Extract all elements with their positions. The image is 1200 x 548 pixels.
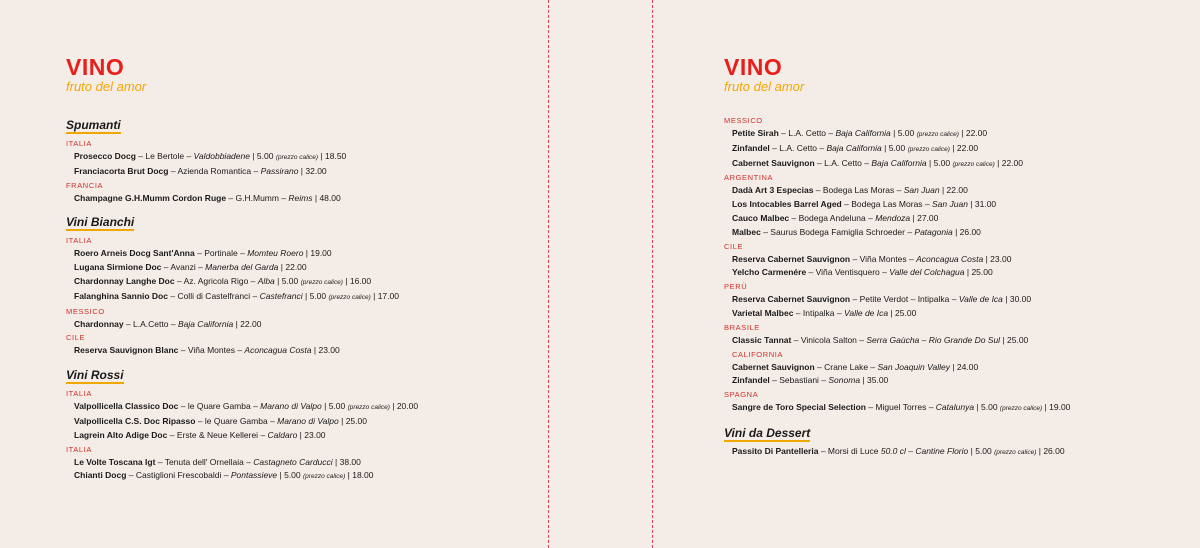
country-label: FRANCIA [66, 180, 104, 190]
menu-section [66, 116, 536, 205]
wine-item: Malbec – Saurus Bodega Famiglia Schroeder – Patagonia | 26.00 [732, 226, 981, 237]
wine-name: Lugana Sirmione Doc [74, 262, 162, 273]
wine-producer: Intipalka [802, 307, 835, 318]
glass-price: 5.00 [281, 275, 299, 286]
wine-origin: Valdobbiadene [193, 151, 250, 161]
wine-item: Zinfandel – L.A. Cetto – Baja California | 5.00 (prezzo calice) | 22.00 [732, 142, 979, 153]
bottle-price: 22.00 [965, 128, 988, 138]
wine-producer: Crane Lake [824, 361, 869, 372]
wine-origin: San Juan [903, 185, 940, 196]
wine-origin: Caldaro [267, 429, 298, 440]
wine-item: Chardonnay – L.A.Cetto – Baja California | 22.00 [74, 318, 262, 329]
country-label: ITALIA [66, 444, 92, 454]
wine-item: Reserva Sauvignon Blanc – Viña Montes – Aconcagua Costa | 23.00 [74, 345, 340, 356]
glass-price-note: (prezzo calice) [952, 160, 995, 168]
right-page [724, 0, 1194, 548]
wine-origin: Valle del Colchagua [889, 267, 965, 278]
wine-origin: Castefranci [259, 290, 303, 301]
wine-producer: Tenuta dell' Ornellaia [164, 456, 244, 467]
wine-origin: Marano di Valpo [260, 401, 322, 412]
wine-origin: Mendoza [875, 212, 911, 223]
country-label: CALIFORNIA [732, 349, 784, 359]
wine-item: Champagne G.H.Mumm Cordon Ruge – G.H.Mumm – Reims | 48.00 [74, 192, 341, 203]
wine-name: Zinfandel [732, 142, 770, 153]
glass-price: 5.00 [975, 445, 992, 456]
wine-name: Falanghina Sannio Doc [74, 290, 168, 301]
wine-item: Passito Di Pantelleria – Morsi di Luce 50.0 cl – Cantine Florio | 5.00 (prezzo calice) | 26.00 [732, 445, 1065, 456]
wine-name: Zinfandel [732, 375, 770, 386]
country-label: SPAGNA [724, 390, 759, 400]
wine-origin: Momteu Roero [247, 248, 304, 259]
wine-origin: Passirano [260, 165, 299, 176]
country-label: ITALIA [66, 389, 92, 399]
bottle-price: 26.00 [959, 226, 981, 237]
bottle-price: 23.00 [318, 345, 340, 356]
wine-item: Lagrein Alto Adige Doc – Erste & Neue Kellerei – Caldaro | 23.00 [74, 429, 326, 440]
wine-producer: Castiglioni Frescobaldi [135, 470, 222, 481]
wine-producer: Vinicola Salton [800, 334, 857, 345]
wine-origin: Patagonia [914, 226, 953, 237]
wine-name: Yelcho Carmenére [732, 267, 807, 278]
glass-price-note: (prezzo calice) [994, 448, 1037, 456]
wine-item: Franciacorta Brut Docg – Azienda Romantica – Passirano | 32.00 [74, 165, 327, 176]
wine-producer: Bodega Las Moras [851, 199, 923, 210]
bottle-price: 48.00 [319, 192, 341, 203]
wine-producer: Bodega Las Moras [822, 185, 895, 196]
wine-producer: Avanzi [170, 262, 196, 273]
glass-price-note: (prezzo calice) [303, 473, 346, 481]
bottle-price: 19.00 [310, 248, 332, 259]
bottle-price: 38.00 [339, 456, 361, 467]
wine-name: Chianti Docg [74, 470, 127, 481]
wine-item: Reserva Cabernet Sauvignon – Petite Verdot – Intipalka – Valle de Ica | 30.00 [732, 294, 1032, 305]
wine-origin: Valle de Ica [958, 294, 1003, 305]
wine-item: Dadà Art 3 Especias – Bodega Las Moras – San Juan | 22.00 [732, 185, 968, 196]
wine-producer: Le Bertole [145, 151, 185, 161]
bottle-price: 25.00 [971, 267, 993, 278]
wine-producer: L.A.Cetto [133, 318, 169, 329]
bottle-price: 25.00 [895, 307, 917, 318]
page-title: VINO [724, 54, 783, 80]
bottle-price: 25.00 [1007, 334, 1029, 345]
wine-producer: Morsi di Luce [827, 445, 879, 456]
wine-item: Yelcho Carmenére – Viña Ventisquero – Valle del Colchagua | 25.00 [732, 267, 993, 278]
wine-name: Reserva Cabernet Sauvignon [732, 294, 851, 305]
page-subtitle: fruto del amor [66, 79, 147, 94]
wine-origin: Catalunya [935, 402, 975, 413]
wine-producer: L.A. Cetto [824, 157, 862, 168]
wine-producer: Saurus Bodega Famiglia Schroeder [770, 226, 905, 237]
wine-name: Prosecco Docg [74, 151, 136, 161]
wine-origin: Baja California [177, 318, 234, 329]
wine-origin: Manerba del Garda [205, 262, 279, 273]
wine-name: Franciacorta Brut Docg [74, 165, 169, 176]
wine-name: Reserva Sauvignon Blanc [74, 345, 179, 356]
wine-name: Dadà Art 3 Especias [732, 185, 814, 196]
wine-name: Varietal Malbec [732, 307, 794, 318]
wine-producer: L.A. Cetto [788, 128, 827, 138]
wine-producer: Viña Montes [859, 253, 907, 264]
wine-item: Cabernet Sauvignon – L.A. Cetto – Baja California | 5.00 (prezzo calice) | 22.00 [732, 157, 1023, 168]
bottle-price: 22.00 [240, 318, 262, 329]
wine-origin: Valle de Ica [844, 307, 889, 318]
section-title: Spumanti [66, 118, 121, 132]
bottle-price: 26.00 [1043, 445, 1065, 456]
wine-item: Reserva Cabernet Sauvignon – Viña Montes – Aconcagua Costa | 23.00 [732, 253, 1012, 264]
wine-item: Cauco Malbec – Bodega Andeluna – Mendoza | 27.00 [732, 212, 939, 223]
glass-price-note: (prezzo calice) [275, 154, 319, 161]
wine-item: Chardonnay Langhe Doc – Az. Agricola Rigo – Alba | 5.00 (prezzo calice) | 16.00 [74, 275, 372, 286]
bottle-price: 31.00 [974, 199, 997, 210]
page-title: VINO [66, 54, 125, 80]
section-title: Vini Rossi [66, 368, 124, 383]
wine-producer: G.H.Mumm [235, 192, 279, 203]
wine-name: Valpollicella C.S. Doc Ripasso [74, 415, 196, 426]
wine-name: Le Volte Toscana Igt [74, 456, 156, 467]
bottle-price: 18.00 [352, 470, 374, 481]
wine-name: Valpollicella Classico Doc [74, 401, 179, 412]
bottle-price: 23.00 [304, 429, 326, 440]
wine-producer: Miguel Torres [875, 402, 927, 413]
wine-name: Sangre de Toro Special Selection [732, 402, 866, 413]
bottle-price: 23.00 [990, 253, 1012, 264]
glass-price-note: (prezzo calice) [300, 278, 343, 286]
country-label: MESSICO [66, 306, 105, 316]
left-page [66, 0, 536, 548]
wine-producer: le Quare Gamba [204, 415, 268, 426]
bottle-price: 19.00 [1049, 402, 1071, 413]
wine-producer: Portinale [204, 248, 238, 259]
wine-origin: Marano di Valpo [277, 415, 339, 426]
glass-price-note: (prezzo calice) [907, 145, 950, 153]
wine-origin: Serra Gaùcha [866, 334, 920, 345]
wine-origin: Aconcagua Costa [916, 253, 984, 264]
wine-item: Falanghina Sannio Doc – Colli di Castelfranci – Castefranci | 5.00 (prezzo calice) | 17.00 [74, 290, 399, 301]
bottle-price: 30.00 [1009, 294, 1032, 305]
wine-producer: Colli di Castelfranci [177, 290, 251, 301]
wine-origin: San Juan [932, 199, 968, 210]
glass-price-note: (prezzo calice) [328, 293, 371, 301]
menu-section [66, 213, 536, 358]
menu-section [724, 424, 1194, 460]
fold-line-left [548, 0, 549, 548]
glass-price: 5.00 [981, 402, 998, 413]
wine-origin: Baja California [835, 128, 891, 138]
wine-producer: Bodega Andeluna [798, 212, 866, 223]
wine-name: Los Intocables Barrel Aged [732, 199, 842, 210]
wine-item: Le Volte Toscana Igt – Tenuta dell' Ornellaia – Castagneto Carducci | 38.00 [74, 456, 361, 467]
glass-price: 5.00 [284, 470, 301, 481]
wine-origin: Pontassieve [230, 470, 278, 481]
wine-origin-2: Rio Grande Do Sul [928, 334, 1001, 345]
wine-name: Cabernet Sauvignon [732, 157, 815, 168]
bottle-price: 25.00 [345, 415, 367, 426]
country-label: ITALIA [66, 139, 92, 148]
wine-name: Classic Tannat [732, 334, 792, 345]
glass-price: 5.00 [933, 157, 951, 168]
wine-item: Petite Sirah – L.A. Cetto – Baja California | 5.00 (prezzo calice) | 22.00 [732, 128, 988, 138]
bottle-price: 22.00 [946, 185, 968, 196]
wine-producer: le Quare Gamba [187, 401, 251, 412]
wine-producer: Sebastiani [779, 375, 819, 386]
bottle-price: 35.00 [867, 375, 889, 386]
wine-item: Zinfandel – Sebastiani – Sonoma | 35.00 [732, 375, 889, 386]
country-label: CILE [66, 333, 86, 343]
glass-price-note: (prezzo calice) [347, 404, 390, 412]
section-title: Vini da Dessert [724, 425, 811, 440]
wine-name: Chardonnay Langhe Doc [74, 275, 175, 286]
fold-line-right [652, 0, 653, 548]
bottle-price: 27.00 [917, 212, 939, 223]
glass-price-note: (prezzo calice) [916, 131, 959, 138]
bottle-price: 17.00 [377, 290, 399, 301]
menu-section [724, 116, 1194, 416]
country-label: ARGENTINA [724, 173, 774, 183]
bottle-price: 22.00 [956, 142, 979, 153]
wine-name: Chardonnay [74, 318, 124, 329]
wine-producer: Az. Agricola Rigo [183, 275, 249, 286]
wine-item: Varietal Malbec – Intipalka – Valle de Ica | 25.00 [732, 307, 917, 318]
wine-name: Petite Sirah [732, 128, 779, 138]
wine-item: Chianti Docg – Castiglioni Frescobaldi – Pontassieve | 5.00 (prezzo calice) | 18.00 [74, 470, 374, 481]
wine-name: Reserva Cabernet Sauvignon [732, 253, 851, 264]
wine-item: Roero Arneis Docg Sant'Anna – Portinale – Momteu Roero | 19.00 [74, 248, 332, 259]
glass-price: 5.00 [256, 151, 274, 161]
wine-producer: Azienda Romantica [177, 165, 252, 176]
menu-section [66, 366, 536, 484]
wine-item: Prosecco Docg – Le Bertole – Valdobbiadene | 5.00 (prezzo calice) | 18.50 [74, 151, 347, 161]
section-title: Vini Bianchi [66, 215, 135, 230]
bottle-price: 32.00 [305, 165, 327, 176]
wine-producer: Viña Ventisquero [815, 267, 880, 278]
wine-producer: Petite Verdot [859, 294, 909, 305]
wine-item: Valpollicella C.S. Doc Ripasso – le Quare Gamba – Marano di Valpo | 25.00 [74, 415, 367, 426]
bottle-price: 22.00 [285, 262, 307, 273]
wine-origin: Castagneto Carducci [253, 456, 333, 467]
bottle-price: 18.50 [325, 151, 347, 161]
wine-producer: Viña Montes [187, 345, 235, 356]
wine-origin: Sonoma [828, 375, 861, 386]
wine-name: Champagne G.H.Mumm Cordon Ruge [74, 192, 227, 203]
country-label: CILE [724, 241, 744, 251]
wine-origin: Alba [257, 275, 275, 286]
country-label: ITALIA [66, 236, 92, 246]
bottle-price: 16.00 [349, 275, 372, 286]
wine-producer-2: Intipalka [917, 294, 950, 305]
wine-item: Cabernet Sauvignon – Crane Lake – San Joaquin Valley | 24.00 [732, 361, 979, 372]
wine-item: Sangre de Toro Special Selection – Miguel Torres – Catalunya | 5.00 (prezzo calice) | 19.00 [732, 402, 1071, 413]
wine-item: Los Intocables Barrel Aged – Bodega Las Moras – San Juan | 31.00 [732, 199, 997, 210]
glass-price: 5.00 [897, 128, 915, 138]
glass-price: 5.00 [328, 401, 346, 412]
wine-producer: L.A. Cetto [779, 142, 818, 153]
bottle-price: 22.00 [1001, 157, 1023, 168]
wine-volume: 50.0 cl [880, 445, 906, 456]
wine-name: Malbec [732, 226, 761, 237]
wine-origin: Baja California [826, 142, 882, 153]
glass-price-note: (prezzo calice) [999, 405, 1043, 413]
country-label: BRASILE [724, 322, 760, 332]
wine-producer: Erste & Neue Kellerei [176, 429, 259, 440]
wine-name: Cauco Malbec [732, 212, 790, 223]
wine-item: Classic Tannat – Vinicola Salton – Serra Gaùcha – Rio Grande Do Sul | 25.00 [732, 334, 1029, 345]
country-label: MESSICO [724, 116, 763, 125]
wine-name: Cabernet Sauvignon [732, 361, 815, 372]
wine-origin: Cantine Florio [915, 445, 969, 456]
country-label: PERÙ [724, 282, 748, 292]
page-subtitle: fruto del amor [724, 79, 805, 94]
bottle-price: 24.00 [956, 361, 979, 372]
wine-origin: San Joaquin Valley [877, 361, 950, 372]
glass-price: 5.00 [888, 142, 906, 153]
wine-origin: Aconcagua Costa [244, 345, 312, 356]
wine-item: Valpollicella Classico Doc – le Quare Gamba – Marano di Valpo | 5.00 (prezzo calice) | 20.00 [74, 401, 419, 412]
bottle-price: 20.00 [396, 401, 419, 412]
wine-origin: Baja California [871, 157, 927, 168]
wine-item: Lugana Sirmione Doc – Avanzi – Manerba del Garda | 22.00 [74, 262, 307, 273]
wine-name: Passito Di Pantelleria [732, 445, 819, 456]
glass-price: 5.00 [309, 290, 327, 301]
wine-name: Lagrein Alto Adige Doc [74, 429, 168, 440]
wine-origin: Reims [288, 192, 313, 203]
wine-name: Roero Arneis Docg Sant'Anna [74, 248, 195, 259]
